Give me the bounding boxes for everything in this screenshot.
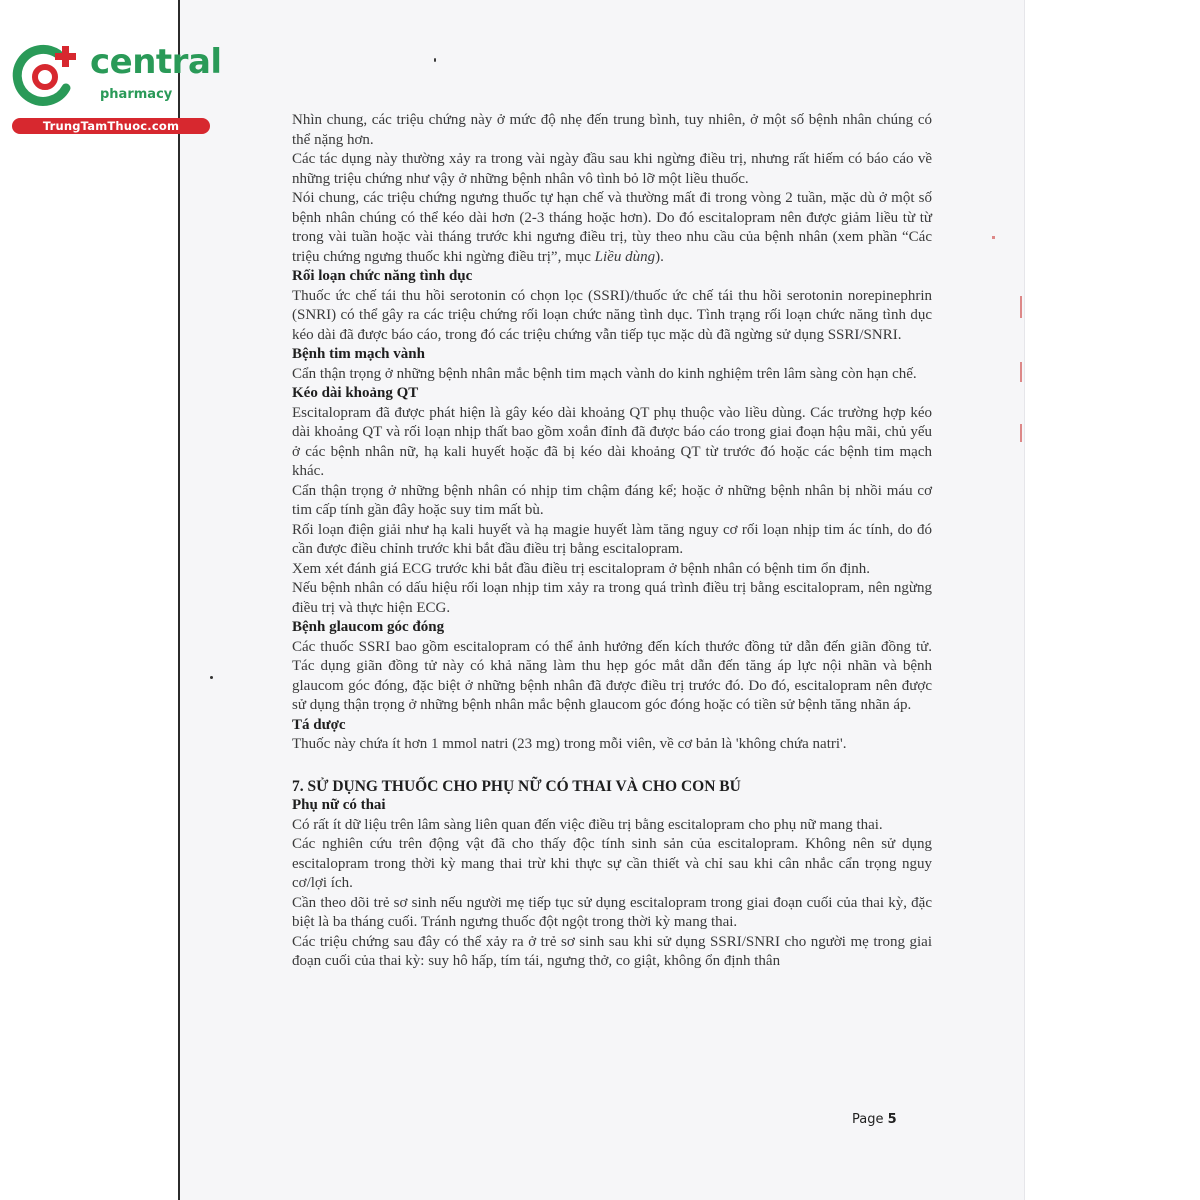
section-heading: Kéo dài khoảng QT xyxy=(292,385,419,401)
paragraph: Cần theo dõi trẻ sơ sinh nếu người mẹ tiếp tục sử dụng escitalopram trong giai đoạn cuối của thai kỳ, đặc biệt là ba tháng cuối. Tránh ngưng thuốc đột ngột trong thời kỳ mang thai. xyxy=(292,894,932,930)
section-heading: Bệnh glaucom góc đóng xyxy=(292,619,445,635)
document-body xyxy=(292,111,932,972)
page-footer xyxy=(852,1112,897,1127)
brand-website[interactable]: TrungTamThuoc.com xyxy=(12,118,210,134)
paragraph: Các nghiên cứu trên động vật đã cho thấy độc tính sinh sản của escitalopram. Không nên sử dụng escitalopram trong thời kỳ mang thai trừ khi thực sự cần thiết và chỉ sau khi cân nhắc cẩn trọng nguy cơ/lợi ích. xyxy=(292,836,932,891)
paragraph: Các tác dụng này thường xảy ra trong vài ngày đầu sau khi ngừng điều trị, nhưng rất hiếm có báo cáo về những triệu chứng như vậy ở những bệnh nhân vô tình bỏ lỡ một liều thuốc. xyxy=(292,151,932,187)
paragraph: Escitalopram đã được phát hiện là gây kéo dài khoảng QT phụ thuộc vào liều dùng. Các trường hợp kéo dài khoảng QT và rối loạn nhịp thất bao gồm xoắn đỉnh đã được báo cáo trong giai đoạn hậu mãi, chủ yếu ở các bệnh nhân nữ, hạ kali huyết hoặc đã bị kéo dài khoảng QT từ trước đó hoặc các bệnh tim mạch khác. xyxy=(292,404,932,479)
paragraph: Rối loạn điện giải như hạ kali huyết và hạ magie huyết làm tăng nguy cơ rối loạn nhịp tim ác tính, do đó cần được điều chỉnh trước khi bắt đầu điều trị bằng escitalopram. xyxy=(292,521,932,557)
section-heading: Tá dược xyxy=(292,716,346,733)
brand-name: central xyxy=(90,42,222,82)
page-number: 5 xyxy=(887,1112,897,1127)
scan-speck xyxy=(210,676,213,679)
chapter-heading: 7. SỬ DỤNG THUỐC CHO PHỤ NỮ CÓ THAI VÀ CHO CON BÚ xyxy=(292,777,741,795)
pharmacy-cross-icon xyxy=(10,40,82,110)
scan-mark xyxy=(1020,424,1022,442)
paragraph: Nếu bệnh nhân có dấu hiệu rối loạn nhịp tim xảy ra trong quá trình điều trị bằng escitalopram, nên ngừng điều trị và thực hiện ECG. xyxy=(292,580,932,616)
paragraph: Nhìn chung, các triệu chứng này ở mức độ nhẹ đến trung bình, tuy nhiên, ở một số bệnh nhân chúng có thể nặng hơn. xyxy=(292,112,932,148)
paragraph: Cẩn thận trọng ở những bệnh nhân mắc bệnh tim mạch vành do kinh nghiệm trên lâm sàng còn hạn chế. xyxy=(292,365,917,382)
paragraph: Các triệu chứng sau đây có thể xảy ra ở trẻ sơ sinh sau khi sử dụng SSRI/SNRI cho người mẹ trong giai đoạn cuối của thai kỳ: suy hô hấp, tím tái, ngưng thở, co giật, không ổn định thân xyxy=(292,933,932,969)
paragraph: Thuốc này chứa ít hơn 1 mmol natri (23 mg) trong mỗi viên, về cơ bản là 'không chứa natri'. xyxy=(292,736,847,752)
scan-mark xyxy=(1020,362,1022,382)
scan-mark xyxy=(992,236,995,239)
paragraph: Xem xét đánh giá ECG trước khi bắt đầu điều trị escitalopram ở bệnh nhân có bệnh tim ổn định. xyxy=(292,560,871,577)
section-heading: Bệnh tim mạch vành xyxy=(292,346,425,362)
page-edge xyxy=(1024,0,1025,1200)
scan-mark xyxy=(1020,296,1022,318)
central-pharmacy-logo[interactable] xyxy=(10,40,222,140)
scan-speck xyxy=(434,58,436,62)
paragraph: Thuốc ức chế tái thu hồi serotonin có chọn lọc (SSRI)/thuốc ức chế tái thu hồi serotonin norepinephrin (SNRI) có thể gây ra các triệu chứng rối loạn chức năng tình dục. Tình trạng rối loạn chức năng tình dục kéo dài đã được báo cáo, trong đó các triệu chứng vẫn tiếp tục mặc dù đã ngừng sử dụng SSRI/SNRI. xyxy=(292,287,932,343)
paragraph: Các thuốc SSRI bao gồm escitalopram có thể ảnh hưởng đến kích thước đồng tử dẫn đến giãn đồng tử. Tác dụng giãn đồng tử này có khả năng làm thu hẹp góc mắt dẫn đến tăng áp lực nội nhãn và bệnh glaucom góc đóng, đặc biệt ở những bệnh nhân đã được điều trị trước đó. Do đó, escitalopram nên được sử dụng thận trọng ở những bệnh nhân mắc bệnh glaucom góc đóng hoặc có tiền sử bệnh tăng nhãn áp. xyxy=(292,638,932,713)
section-heading: Phụ nữ có thai xyxy=(292,797,386,813)
paragraph: Có rất ít dữ liệu trên lâm sàng liên quan đến việc điều trị bằng escitalopram cho phụ nữ mang thai. xyxy=(292,816,883,833)
paragraph: Nói chung, các triệu chứng ngưng thuốc tự hạn chế và thường mất đi trong vòng 2 tuần, mặc dù ở một số bệnh nhân chúng có thể kéo dài hơn (2-3 tháng hoặc hơn). Do đó escitalopram nên được giảm liều từ từ trong vài tuần hoặc vài tháng trước khi ngưng điều trị, tùy theo nhu cầu của bệnh nhân (xem phần “Các triệu chứng ngưng thuốc khi ngừng điều trị”, mục Liều dùng). xyxy=(292,190,932,265)
brand-subtitle: pharmacy xyxy=(100,87,173,102)
page-label: Page xyxy=(852,1112,884,1127)
paragraph: Cẩn thận trọng ở những bệnh nhân có nhịp tim chậm đáng kể; hoặc ở những bệnh nhân bị nhồi máu cơ tim cấp tính gần đây hoặc suy tim mất bù. xyxy=(292,482,932,518)
section-heading: Rối loạn chức năng tình dục xyxy=(292,268,473,284)
